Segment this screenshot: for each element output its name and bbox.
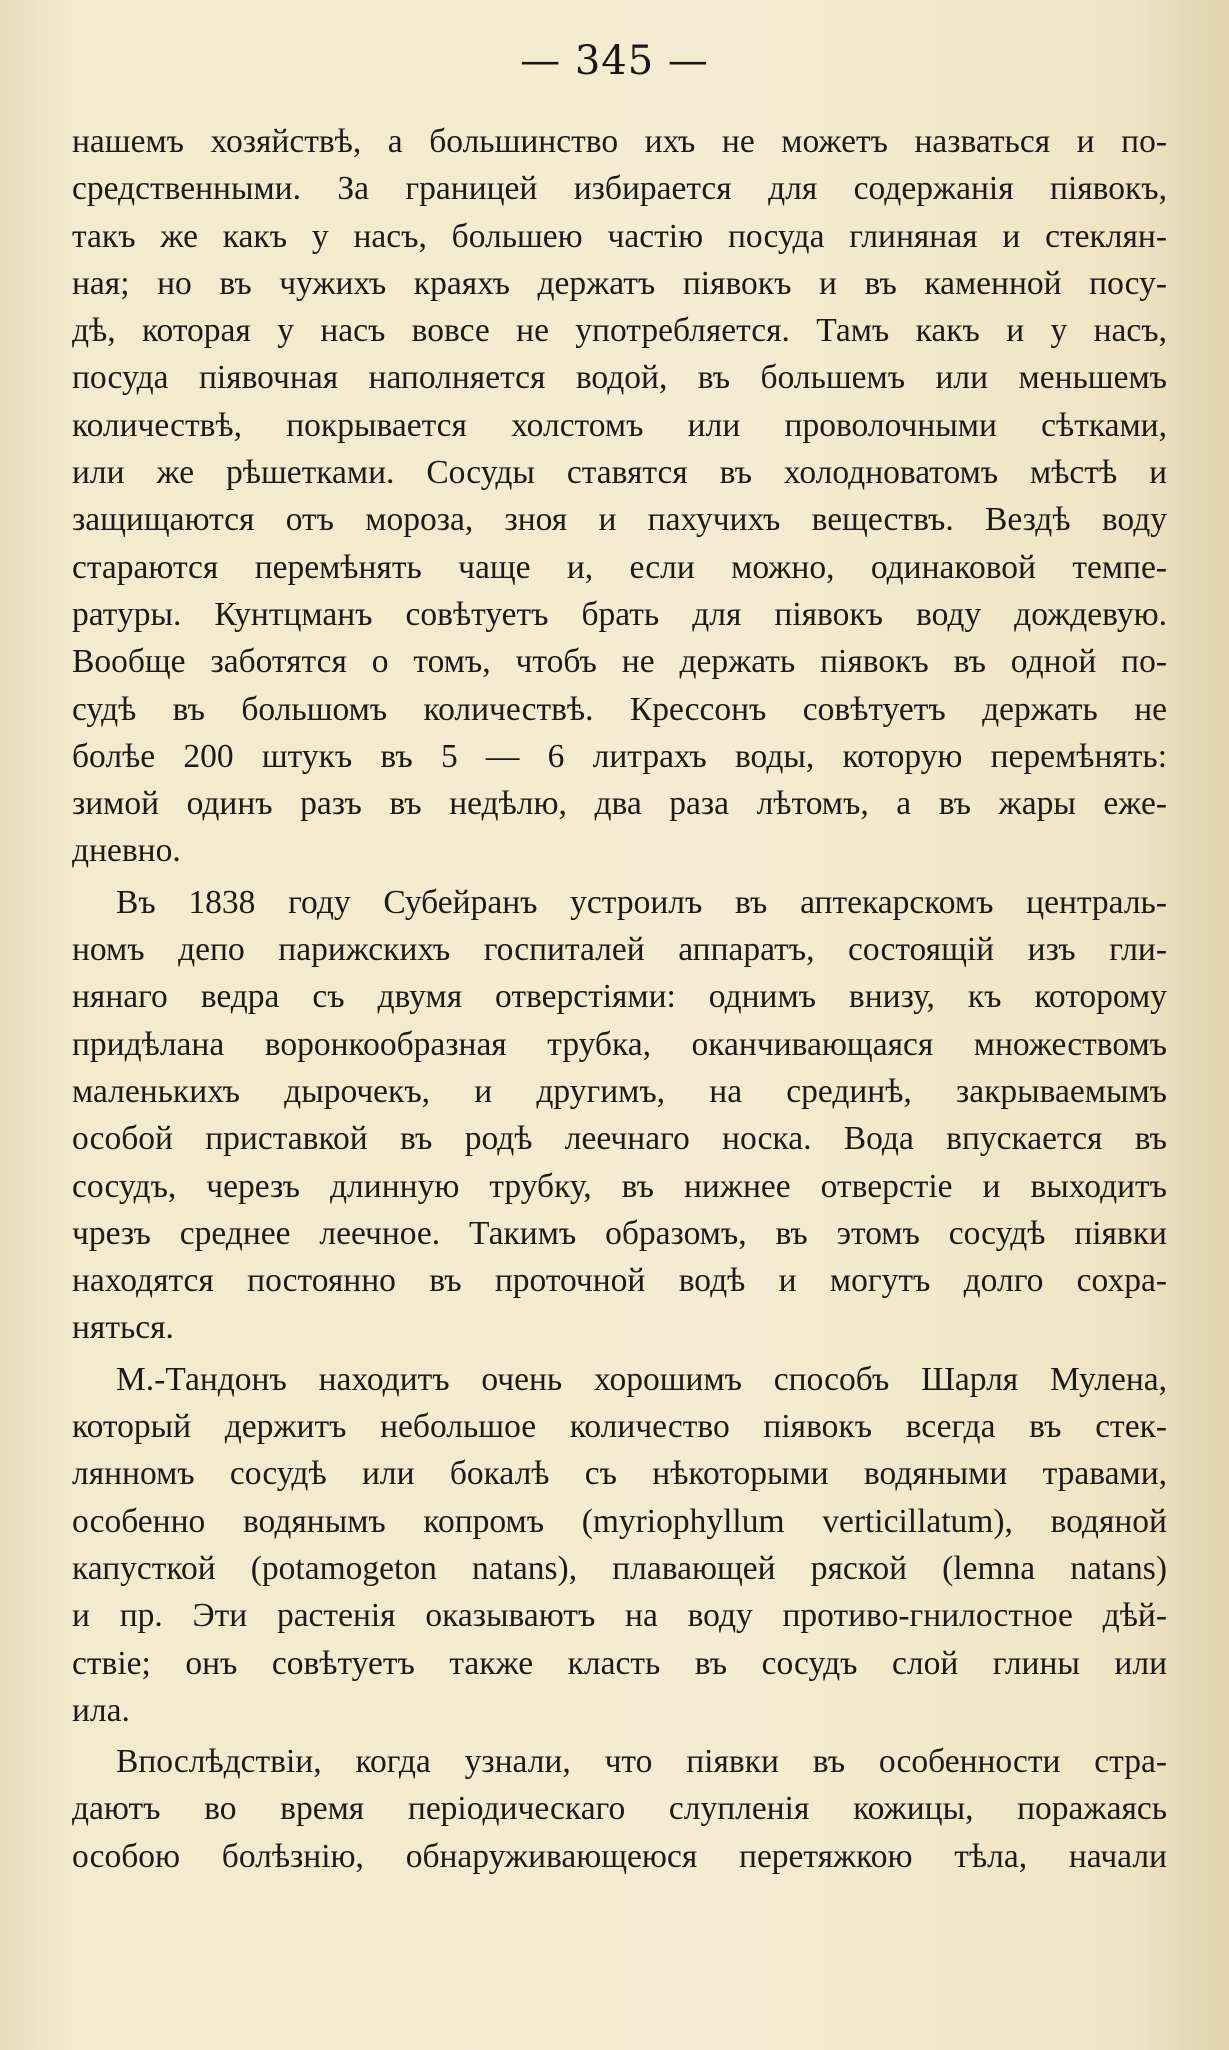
page-number: — 345 — [520, 38, 709, 84]
text-line: Впослѣдствіи, когда узнали, что піявки въ особенности стра- [116, 1743, 1167, 1781]
text-line: дневно. [72, 832, 181, 870]
text-line: придѣлана воронкообразная трубка, оканчивающаяся множествомъ [72, 1025, 1167, 1063]
text-line: лянномъ сосудѣ или бокалѣ съ нѣкоторыми водяными травами, [72, 1455, 1167, 1493]
text-line: маленькихъ дырочекъ, и другимъ, на срединѣ, закрываемымъ [72, 1072, 1167, 1110]
text-line: или же рѣшетками. Сосуды ставятся въ холодноватомъ мѣстѣ и [72, 454, 1167, 492]
text-line: ила. [72, 1691, 130, 1729]
text-line: ная; но въ чужихъ краяхъ держатъ піявокъ и въ каменной посу- [72, 264, 1167, 302]
text-line: такъ же какъ у насъ, большею частію посуда глиняная и стеклян- [72, 217, 1167, 255]
text-line: нянаго ведра съ двумя отверстіями: однимъ внизу, къ которому [72, 978, 1167, 1016]
text-line: который держитъ небольшое количество піявокъ всегда въ стек- [72, 1408, 1167, 1446]
page-text [72, 118, 1167, 1880]
text-line: и пр. Эти растенія оказываютъ на воду противо-гнилостное дѣй- [72, 1597, 1167, 1635]
text-line: стараются перемѣнять чаще и, если можно, одинаковой темпе- [72, 548, 1167, 586]
text-line: капусткой (potamogeton natans), плавающей ряской (lemna natans) [72, 1549, 1167, 1587]
text-line: особой приставкой въ родѣ леечнаго носка. Вода впускается въ [72, 1120, 1167, 1158]
text-line: находятся постоянно въ проточной водѣ и могутъ долго сохра- [72, 1262, 1167, 1300]
text-line: количествѣ, покрывается холстомъ или проволочными сѣтками, [72, 406, 1167, 444]
text-line: няться. [72, 1309, 174, 1347]
text-line: судѣ въ большомъ количествѣ. Крессонъ совѣтуетъ держать не [72, 690, 1167, 728]
text-line: зимой одинъ разъ въ недѣлю, два раза лѣтомъ, а въ жары еже- [72, 785, 1167, 823]
text-line: посуда піявочная наполняется водой, въ большемъ или меньшемъ [72, 359, 1167, 397]
text-line: чрезъ среднее леечное. Такимъ образомъ, въ этомъ сосудѣ піявки [72, 1214, 1167, 1252]
text-line: дѣ, которая у насъ вовсе не употребляется. Тамъ какъ и у насъ, [72, 312, 1167, 350]
text-line: М.-Тандонъ находитъ очень хорошимъ способъ Шарля Мулена, [116, 1360, 1167, 1398]
text-line: сосудъ, черезъ длинную трубку, въ нижнее отверстіе и выходитъ [72, 1167, 1167, 1205]
text-line: номъ депо парижскихъ госпиталей аппаратъ, состоящій изъ гли- [72, 931, 1167, 969]
text-line: Въ 1838 году Субейранъ устроилъ въ аптекарскомъ централь- [116, 883, 1167, 921]
text-line: особенно водянымъ копромъ (myriophyllum verticillatum), водяной [72, 1502, 1167, 1540]
paragraph [72, 118, 1167, 875]
paragraph [72, 1356, 1167, 1734]
text-line: защищаются отъ мороза, зноя и пахучихъ веществъ. Вездѣ воду [72, 501, 1167, 539]
text-line: нашемъ хозяйствѣ, а большинство ихъ не можетъ назваться и по- [72, 123, 1167, 160]
text-line: ратуры. Кунтцманъ совѣтуетъ брать для піявокъ воду дождевую. [72, 595, 1167, 633]
paragraph [72, 879, 1167, 1352]
text-line: особою болѣзнію, обнаруживающеюся перетяжкою тѣла, начали [72, 1837, 1167, 1875]
text-line: болѣе 200 штукъ въ 5 — 6 литрахъ воды, которую перемѣнять: [72, 737, 1167, 775]
paragraph [72, 1738, 1167, 1880]
text-line: ствіе; онъ совѣтуетъ также класть въ сосудъ слой глины или [72, 1644, 1167, 1682]
text-line: Вообще заботятся о томъ, чтобъ не держать піявокъ въ одной по- [72, 643, 1167, 681]
text-line: даютъ во время періодическаго слупленія кожицы, поражаясь [72, 1790, 1167, 1828]
text-line: средственными. За границей избирается для содержанія піявокъ, [72, 170, 1167, 208]
